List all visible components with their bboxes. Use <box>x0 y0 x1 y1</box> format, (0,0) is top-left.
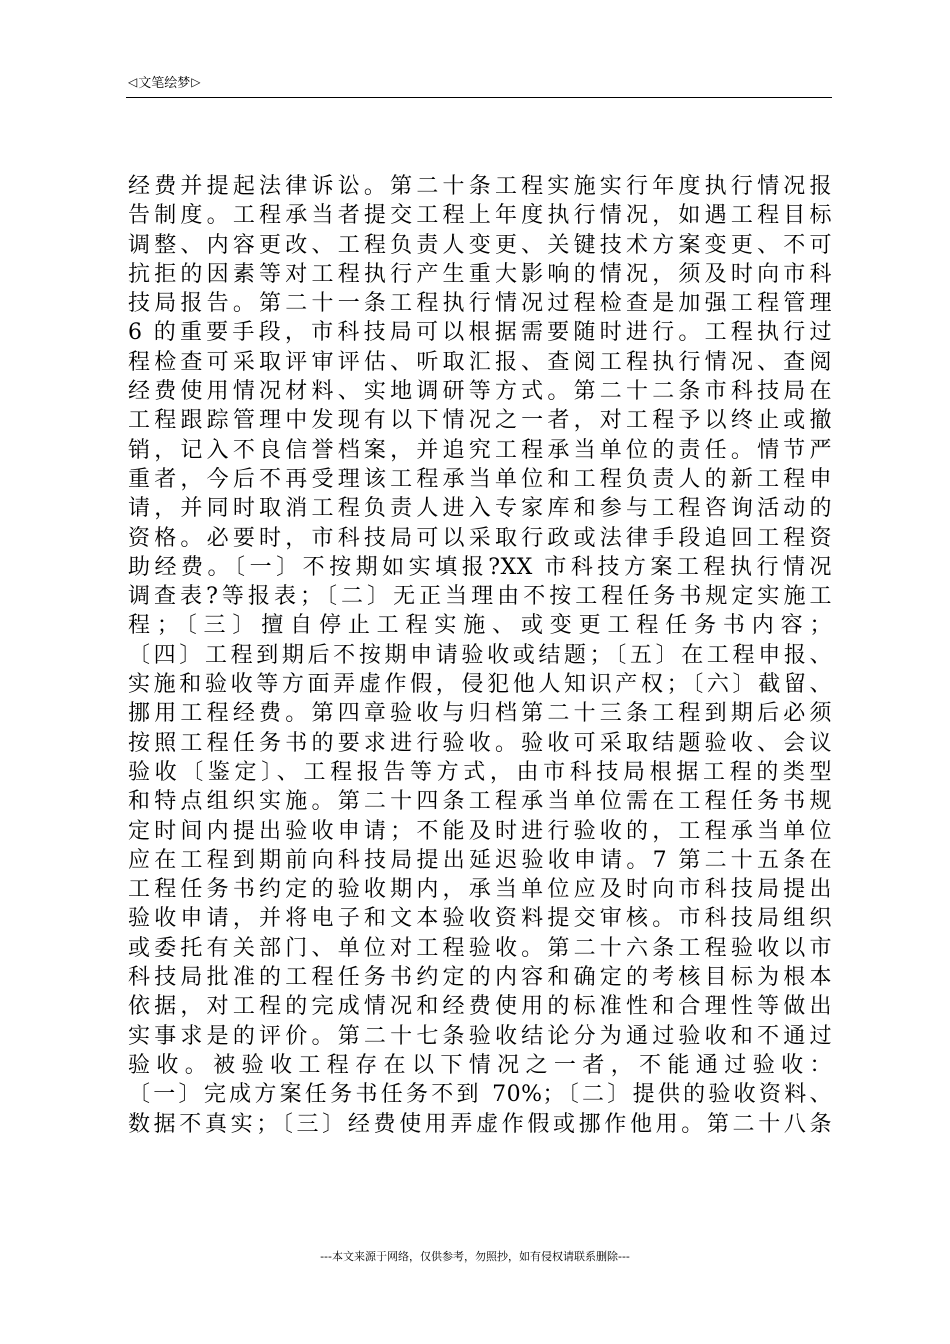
body-line: 验收申请，并将电子和文本验收资料提交审核。市科技局组织 <box>128 906 832 932</box>
body-line: 科技局批准的工程任务书约定的内容和确定的考核目标为根本 <box>128 965 832 991</box>
body-line: 实事求是的评价。第二十七条验收结论分为通过验收和不通过 <box>128 1023 832 1049</box>
body-line: 挪用工程经费。第四章验收与归档第二十三条工程到期后必须 <box>128 701 832 727</box>
body-line: 经费并提起法律诉讼。第二十条工程实施实行年度执行情况报 <box>128 174 832 199</box>
header-divider <box>126 97 832 98</box>
document-body <box>128 172 832 1139</box>
body-line: 按照工程任务书的要求进行验收。验收可采取结题验收、会议 <box>128 730 832 756</box>
document-header <box>128 72 200 91</box>
body-line: 〔四〕工程到期后不按期申请验收或结题；〔五〕在工程申报、 <box>128 642 832 668</box>
body-line: 调查表?等报表；〔二〕无正当理由不按工程任务书规定实施工 <box>128 584 832 610</box>
body-line: 实施和验收等方面弄虚作假，侵犯他人知识产权；〔六〕截留、 <box>128 672 832 698</box>
body-line: 验收。被验收工程存在以下情况之一者，不能通过验收： <box>128 1052 832 1078</box>
body-line: 重者，今后不再受理该工程承当单位和工程负责人的新工程申 <box>128 466 832 492</box>
header-title: 文笔绘梦 <box>138 76 191 91</box>
body-line: 定时间内提出验收申请；不能及时进行验收的，工程承当单位 <box>128 818 832 844</box>
body-line: 资格。必要时，市科技局可以采取行政或法律手段追回工程资 <box>128 525 832 551</box>
body-line: 程；〔三〕擅自停止工程实施、或变更工程任务书内容； <box>128 613 832 639</box>
body-line: 或委托有关部门、单位对工程验收。第二十六条工程验收以市 <box>128 935 832 961</box>
document-footer: ---本文来源于网络，仅供参考，勿照抄，如有侵权请联系删除--- <box>320 1250 630 1263</box>
body-line: 调整、内容更改、工程负责人变更、关键技术方案变更、不可 <box>128 232 832 258</box>
body-line: 〔一〕完成方案任务书任务不到 70%；〔二〕提供的验收资料、 <box>128 1082 832 1108</box>
body-line: 告制度。工程承当者提交工程上年度执行情况，如遇工程目标 <box>128 203 832 229</box>
body-line: 和特点组织实施。第二十四条工程承当单位需在工程任务书规 <box>128 789 832 815</box>
body-line: 应在工程到期前向科技局提出延迟验收申请。7 第二十五条在 <box>128 847 832 873</box>
body-line: 请，并同时取消工程负责人进入专家库和参与工程咨询活动的 <box>128 496 832 522</box>
body-line: 销，记入不良信誉档案，并追究工程承当单位的责任。情节严 <box>128 437 832 463</box>
left-triangle-icon: ◁ <box>128 74 138 89</box>
body-line: 技局报告。第二十一条工程执行情况过程检查是加强工程管理 <box>128 291 832 317</box>
right-triangle-icon: ▷ <box>191 74 201 89</box>
body-line: 工程任务书约定的验收期内，承当单位应及时向市科技局提出 <box>128 877 832 903</box>
body-line: 6 的重要手段，市科技局可以根据需要随时进行。工程执行过 <box>128 320 832 346</box>
body-line: 依据，对工程的完成情况和经费使用的标准性和合理性等做出 <box>128 994 832 1020</box>
body-line: 数据不真实；〔三〕经费使用弄虚作假或挪作他用。第二十八条 <box>128 1111 832 1137</box>
body-line: 助经费。〔一〕不按期如实填报?XX 市科技方案工程执行情况 <box>128 554 832 580</box>
body-line: 验收〔鉴定〕、工程报告等方式，由市科技局根据工程的类型 <box>128 759 832 785</box>
body-line: 程检查可采取评审评估、听取汇报、查阅工程执行情况、查阅 <box>128 349 832 375</box>
body-line: 经费使用情况材料、实地调研等方式。第二十二条市科技局在 <box>128 379 832 405</box>
body-line: 工程跟踪管理中发现有以下情况之一者，对工程予以终止或撤 <box>128 408 832 434</box>
body-line: 抗拒的因素等对工程执行产生重大影响的情况，须及时向市科 <box>128 261 832 287</box>
